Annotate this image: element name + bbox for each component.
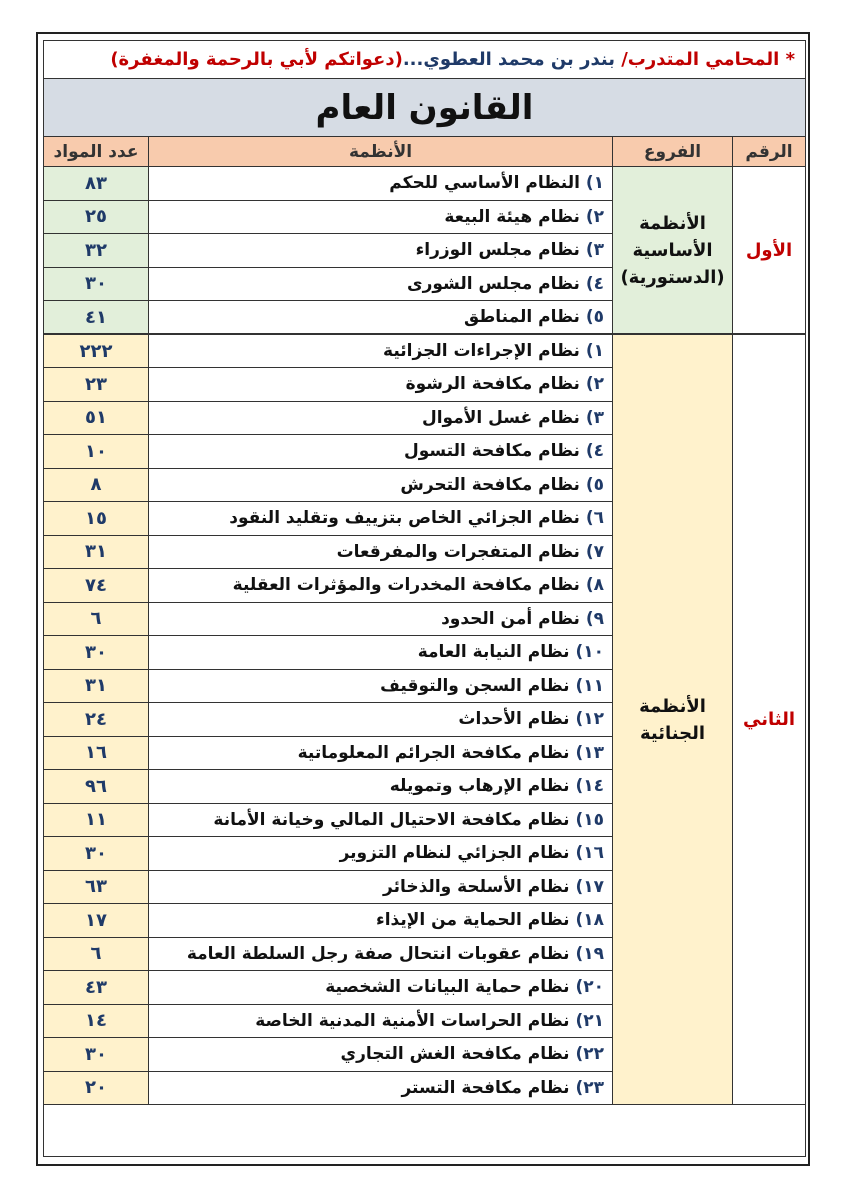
group-rank: الثاني	[733, 334, 806, 1105]
column-header-count: عدد المواد	[44, 137, 149, 167]
law-name: نظام المناطق	[463, 307, 580, 327]
law-name-cell	[149, 401, 613, 435]
law-name-cell	[149, 435, 613, 469]
law-name-cell	[149, 837, 613, 871]
law-index: ٢)	[585, 206, 605, 227]
law-name-cell	[149, 1038, 613, 1072]
credit-prefix: * المحامي المتدرب/	[614, 49, 796, 70]
law-name-cell	[149, 1071, 613, 1105]
page-title: القانون العام	[44, 79, 806, 137]
article-count: ١٥	[44, 502, 149, 536]
group-rank: الأول	[733, 167, 806, 335]
law-name: نظام الأسلحة والذخائر	[383, 876, 570, 897]
law-name: نظام الأحداث	[458, 709, 570, 730]
article-count: ٨	[44, 468, 149, 502]
article-count: ٣٠	[44, 636, 149, 670]
law-index: ١٨)	[575, 910, 605, 931]
article-count: ٣١	[44, 669, 149, 703]
law-name-cell	[149, 1004, 613, 1038]
law-index: ١٢)	[575, 709, 605, 730]
law-index: ٣)	[585, 407, 605, 428]
laws-table	[43, 40, 806, 1157]
article-count: ٣٠	[44, 837, 149, 871]
law-name-cell	[149, 234, 613, 268]
law-name: نظام الحراسات الأمنية المدنية الخاصة	[255, 1010, 570, 1031]
law-index: ١٦)	[575, 843, 605, 864]
column-header-branch: الفروع	[613, 137, 733, 167]
law-name-cell	[149, 770, 613, 804]
law-name-cell	[149, 368, 613, 402]
article-count: ٢٢٢	[44, 334, 149, 368]
law-name-cell	[149, 502, 613, 536]
column-header-rank: الرقم	[733, 137, 806, 167]
law-name: نظام الحماية من الإيذاء	[376, 910, 570, 931]
law-index: ١٩)	[575, 943, 605, 964]
law-name-cell	[149, 703, 613, 737]
article-count: ٥١	[44, 401, 149, 435]
group-branch: الأنظمة الجنائية	[613, 334, 733, 1105]
article-count: ١٦	[44, 736, 149, 770]
law-name-cell	[149, 468, 613, 502]
law-name: نظام مكافحة التستر	[401, 1077, 570, 1098]
credit-suffix: (دعواتكم لأبي بالرحمة والمغفرة)	[110, 49, 403, 70]
law-name-cell	[149, 636, 613, 670]
article-count: ١٧	[44, 904, 149, 938]
law-name-cell	[149, 971, 613, 1005]
law-index: ٢٠)	[575, 977, 605, 998]
law-name: نظام الجزائي الخاص بتزييف وتقليد النقود	[229, 508, 580, 529]
law-name-cell	[149, 602, 613, 636]
article-count: ٣٠	[44, 1038, 149, 1072]
article-count: ٢٠	[44, 1071, 149, 1105]
law-name-cell	[149, 937, 613, 971]
law-index: ٢)	[585, 374, 605, 395]
article-count: ١١	[44, 803, 149, 837]
article-count: ٢٥	[44, 200, 149, 234]
law-index: ٩)	[585, 608, 605, 629]
law-index: ٢٣)	[575, 1077, 605, 1098]
law-index: ٤)	[585, 441, 605, 462]
law-name-cell	[149, 334, 613, 368]
law-name: نظام مكافحة الرشوة	[405, 374, 580, 395]
article-count: ٣١	[44, 535, 149, 569]
author-credit	[44, 41, 806, 79]
table-row	[44, 334, 806, 368]
law-name: نظام الإرهاب وتمويله	[389, 776, 570, 797]
law-name: نظام عقوبات انتحال صفة رجل السلطة العامة	[186, 943, 570, 964]
law-index: ٨)	[585, 575, 605, 596]
law-index: ٤)	[585, 273, 605, 294]
law-index: ٧)	[585, 541, 605, 562]
law-name: نظام مكافحة التسول	[403, 441, 580, 462]
law-index: ٥)	[585, 307, 605, 327]
law-name-cell	[149, 803, 613, 837]
law-index: ٣)	[585, 240, 605, 261]
article-count: ٣٢	[44, 234, 149, 268]
law-name: نظام الجزائي لنظام التزوير	[339, 843, 570, 864]
law-name: نظام مجلس الشورى	[407, 273, 580, 294]
law-name: نظام هيئة البيعة	[444, 206, 580, 227]
law-name-cell	[149, 535, 613, 569]
law-index: ٢١)	[575, 1010, 605, 1031]
law-index: ١٣)	[575, 742, 605, 763]
law-name: نظام غسل الأموال	[421, 407, 580, 428]
law-name: النظام الأساسي للحكم	[389, 173, 580, 194]
column-header-laws: الأنظمة	[149, 137, 613, 167]
law-index: ١٥)	[575, 809, 605, 830]
law-name: نظام مكافحة التحرش	[400, 474, 580, 495]
law-index: ١٤)	[575, 776, 605, 797]
law-name: نظام أمن الحدود	[441, 608, 580, 629]
article-count: ٦٣	[44, 870, 149, 904]
article-count: ٤٣	[44, 971, 149, 1005]
law-index: ٥)	[585, 474, 605, 495]
law-name: نظام المتفجرات والمفرقعات	[336, 541, 580, 562]
article-count: ٨٣	[44, 167, 149, 201]
law-name-cell	[149, 736, 613, 770]
law-name-cell	[149, 569, 613, 603]
law-name: نظام الإجراءات الجزائية	[383, 341, 580, 361]
article-count: ٢٣	[44, 368, 149, 402]
law-name-cell	[149, 904, 613, 938]
table-header-row	[44, 137, 806, 167]
article-count: ١٤	[44, 1004, 149, 1038]
law-name-cell	[149, 267, 613, 301]
credit-name: بندر بن محمد العطوي...	[402, 49, 615, 70]
article-count: ٦	[44, 602, 149, 636]
empty-footer-row	[44, 1105, 806, 1157]
article-count: ٧٤	[44, 569, 149, 603]
table-row	[44, 167, 806, 201]
article-count: ٤١	[44, 301, 149, 335]
law-index: ١٧)	[575, 876, 605, 897]
article-count: ٩٦	[44, 770, 149, 804]
article-count: ٢٤	[44, 703, 149, 737]
law-index: ١١)	[575, 675, 605, 696]
law-name: نظام مكافحة الغش التجاري	[340, 1044, 570, 1065]
law-name: نظام مكافحة الجرائم المعلوماتية	[297, 742, 570, 763]
law-index: ٢٢)	[575, 1044, 605, 1065]
article-count: ٦	[44, 937, 149, 971]
article-count: ١٠	[44, 435, 149, 469]
law-name-cell	[149, 669, 613, 703]
law-index: ١)	[585, 173, 605, 194]
law-name: نظام النيابة العامة	[417, 642, 570, 663]
article-count: ٣٠	[44, 267, 149, 301]
law-name: نظام مكافحة الاحتيال المالي وخيانة الأمانة	[213, 809, 570, 830]
law-name: نظام حماية البيانات الشخصية	[325, 977, 570, 998]
law-name-cell	[149, 301, 613, 335]
group-branch: الأنظمة الأساسية (الدستورية)	[613, 167, 733, 335]
law-index: ١٠)	[575, 642, 605, 663]
law-name: نظام مكافحة المخدرات والمؤثرات العقلية	[232, 575, 580, 596]
law-index: ١)	[585, 341, 605, 361]
law-name-cell	[149, 870, 613, 904]
law-name-cell	[149, 200, 613, 234]
law-name-cell	[149, 167, 613, 201]
law-index: ٦)	[585, 508, 605, 529]
law-name: نظام السجن والتوقيف	[380, 675, 570, 696]
law-name: نظام مجلس الوزراء	[415, 240, 580, 261]
